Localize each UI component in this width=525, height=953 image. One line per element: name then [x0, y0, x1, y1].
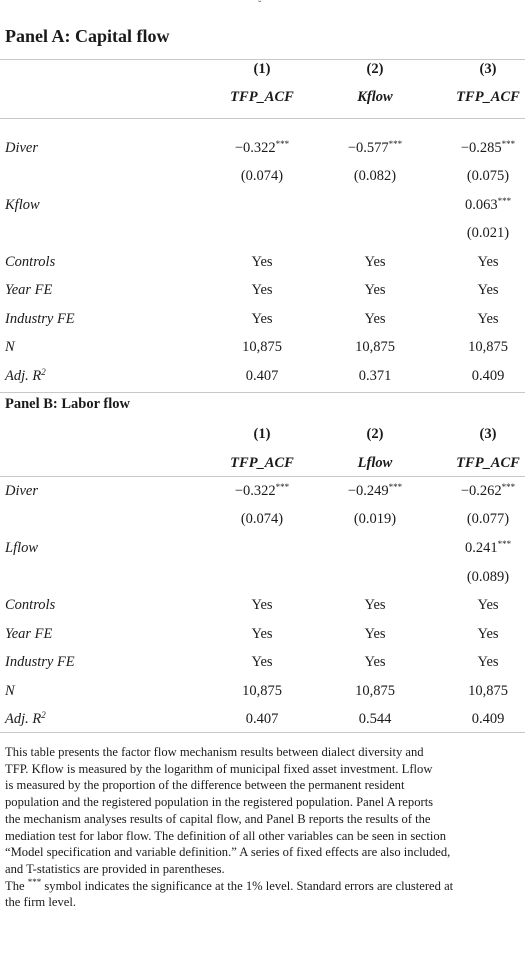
row-label-text: Controls: [5, 597, 56, 613]
cell-col-1: [202, 162, 322, 190]
note-line: the mechanism analyses results of capital flow, and Panel B reports the results of the: [5, 811, 431, 826]
row-label: [5, 134, 38, 162]
row-label: [5, 677, 15, 705]
cell-col-1: [202, 362, 322, 390]
significance-stars: ***: [501, 482, 516, 492]
cell-value: (0.082): [353, 168, 397, 184]
panel-b-col-numbers: [0, 420, 525, 448]
col-var-1: TFP_ACF: [230, 89, 294, 105]
table-row: [0, 620, 525, 648]
cell-col-2: [315, 134, 435, 162]
table-row: [0, 505, 525, 533]
cell-col-2: [315, 191, 435, 219]
top-mark: ˇ: [258, 0, 262, 11]
cell-col-3: [428, 134, 525, 162]
row-label-superscript: 2: [41, 710, 46, 720]
table-row: [0, 191, 525, 219]
table-row: [0, 591, 525, 619]
significance-stars: ***: [275, 482, 290, 492]
note-line: and T-statistics are provided in parentheses.: [5, 861, 225, 876]
cell-value: 10,875: [242, 339, 282, 355]
significance-stars: ***: [501, 139, 516, 149]
rule-table-bottom: [0, 732, 525, 733]
row-label-text: Year FE: [5, 282, 53, 298]
row-label: [5, 620, 52, 648]
table-row: [0, 219, 525, 247]
row-label: [5, 477, 38, 505]
note-line: This table presents the factor flow mechanism results between dialect diversity and: [5, 745, 424, 759]
cell-value: 0.409: [471, 368, 505, 384]
row-label: [5, 248, 55, 276]
cell-value: Yes: [251, 597, 273, 613]
significance-stars: ***: [275, 139, 290, 149]
cell-col-1: [202, 219, 322, 247]
cell-value: 0.371: [358, 368, 392, 384]
cell-value: (0.074): [240, 168, 284, 184]
panel-a-col-numbers: [0, 55, 525, 83]
cell-col-3: [428, 362, 525, 390]
cell-value: −0.322: [234, 483, 276, 499]
cell-value: Yes: [477, 626, 499, 642]
note-line: population and the registered population in the registered population. Panel A reports: [5, 795, 434, 810]
cell-col-3: [428, 477, 525, 505]
table-row: [0, 333, 525, 361]
note-sig-rest: symbol indicates the significance at the 1% level. Standard errors are clustered at: [41, 878, 454, 893]
cell-value: Yes: [251, 311, 273, 327]
row-label: [5, 705, 46, 733]
cell-value: Yes: [477, 654, 499, 670]
cell-value: 0.407: [245, 368, 279, 384]
row-label-text: Year FE: [5, 626, 53, 642]
cell-col-1: [202, 648, 322, 676]
row-label-text: Adj. R: [5, 368, 42, 384]
cell-value: (0.077): [466, 511, 510, 527]
cell-col-2: [315, 648, 435, 676]
note-line: “Model specification and variable definition.” A series of fixed effects are also included,: [5, 845, 451, 860]
cell-value: 0.407: [245, 711, 279, 727]
note-line: is measured by the proportion of the difference between the permanent resident: [5, 778, 405, 793]
cell-col-2: [315, 677, 435, 705]
cell-value: Yes: [251, 626, 273, 642]
cell-col-2: [315, 591, 435, 619]
cell-col-1: [202, 620, 322, 648]
row-label-text: Lflow: [5, 540, 39, 556]
cell-col-3: [428, 219, 525, 247]
note-line: TFP. Kflow is measured by the logarithm of municipal fixed asset investment. Lflow: [5, 761, 433, 776]
col-var-3: TFP_ACF: [456, 89, 520, 105]
row-label: [5, 276, 52, 304]
cell-col-1: [202, 191, 322, 219]
col-number-3: (3): [479, 61, 497, 77]
significance-stars: ***: [497, 539, 512, 549]
row-label: [5, 648, 75, 676]
rule-panel-a-header: [0, 118, 525, 119]
row-label-text: Kflow: [5, 197, 40, 213]
cell-value: Yes: [364, 282, 386, 298]
cell-col-2: [315, 305, 435, 333]
cell-value: (0.074): [240, 511, 284, 527]
cell-value: Yes: [477, 282, 499, 298]
row-label: [5, 362, 46, 390]
table-row: [0, 276, 525, 304]
cell-col-3: [428, 162, 525, 190]
row-label-text: Adj. R: [5, 711, 42, 727]
cell-col-1: [202, 505, 322, 533]
cell-col-3: [428, 305, 525, 333]
table-row: [0, 563, 525, 591]
cell-col-3: [428, 705, 525, 733]
significance-stars: ***: [497, 196, 512, 206]
cell-value: −0.249: [347, 483, 389, 499]
cell-value: 0.544: [358, 711, 392, 727]
table-row: [0, 248, 525, 276]
row-label-text: Diver: [5, 140, 39, 156]
col-var-3: TFP_ACF: [456, 455, 520, 471]
cell-value: Yes: [251, 254, 273, 270]
table-row: [0, 534, 525, 562]
cell-col-1: [202, 591, 322, 619]
cell-col-1: [202, 333, 322, 361]
cell-value: Yes: [364, 254, 386, 270]
row-label-text: Diver: [5, 483, 39, 499]
panel-b-title: Panel B: Labor flow: [5, 396, 130, 412]
row-label: [5, 333, 15, 361]
cell-col-2: [315, 333, 435, 361]
cell-value: Yes: [364, 626, 386, 642]
row-label: [5, 534, 38, 562]
row-label-text: Industry FE: [5, 654, 75, 670]
cell-value: (0.021): [466, 225, 510, 241]
cell-col-3: [428, 648, 525, 676]
cell-col-1: [202, 705, 322, 733]
note-line: the firm level.: [5, 895, 76, 910]
table-row: [0, 162, 525, 190]
cell-value: 0.409: [471, 711, 505, 727]
cell-value: 10,875: [355, 339, 395, 355]
table-row: [0, 477, 525, 505]
cell-col-3: [428, 191, 525, 219]
note-significance-line: [5, 878, 520, 895]
note-line: mediation test for labor flow. The definition of all other variables can be seen in section: [5, 828, 446, 843]
cell-col-3: [428, 534, 525, 562]
cell-value: −0.577: [347, 140, 389, 156]
table-notes: [5, 744, 520, 911]
cell-value: Yes: [477, 311, 499, 327]
cell-col-3: [428, 620, 525, 648]
cell-value: (0.089): [466, 569, 510, 585]
cell-value: Yes: [364, 654, 386, 670]
cell-col-2: [315, 705, 435, 733]
cell-col-2: [315, 162, 435, 190]
cell-value: 0.241: [464, 540, 498, 556]
cell-value: (0.019): [353, 511, 397, 527]
cell-col-2: [315, 620, 435, 648]
cell-col-3: [428, 677, 525, 705]
col-var-1: TFP_ACF: [230, 455, 294, 471]
cell-col-3: [428, 505, 525, 533]
cell-col-3: [428, 591, 525, 619]
table-row: [0, 362, 525, 390]
cell-value: 0.063: [464, 197, 498, 213]
significance-stars: ***: [388, 482, 403, 492]
cell-col-2: [315, 219, 435, 247]
cell-col-2: [315, 248, 435, 276]
cell-value: 10,875: [468, 339, 508, 355]
cell-col-3: [428, 276, 525, 304]
row-label-text: Controls: [5, 254, 56, 270]
cell-value: (0.075): [466, 168, 510, 184]
note-sig-mark: ***: [27, 876, 42, 887]
col-number-1: (1): [253, 61, 271, 77]
cell-col-1: [202, 248, 322, 276]
note-sig-prefix: The: [5, 878, 28, 893]
col-number-1: (1): [253, 426, 271, 442]
cell-col-2: [315, 563, 435, 591]
table-row: [0, 705, 525, 733]
cell-col-1: [202, 677, 322, 705]
cell-value: Yes: [364, 311, 386, 327]
cell-col-1: [202, 276, 322, 304]
cell-value: Yes: [251, 282, 273, 298]
cell-col-3: [428, 563, 525, 591]
table-row: [0, 305, 525, 333]
col-var-2: Lflow: [357, 455, 393, 471]
row-label-superscript: 2: [41, 367, 46, 377]
row-label-text: N: [5, 339, 15, 355]
table-row: [0, 134, 525, 162]
col-number-2: (2): [366, 426, 384, 442]
cell-value: Yes: [364, 597, 386, 613]
cell-value: Yes: [477, 597, 499, 613]
cell-col-1: [202, 134, 322, 162]
cell-col-2: [315, 505, 435, 533]
cell-col-2: [315, 276, 435, 304]
row-label: [5, 191, 40, 219]
cell-value: 10,875: [355, 683, 395, 699]
cell-value: Yes: [251, 654, 273, 670]
table-row: [0, 677, 525, 705]
cell-col-3: [428, 248, 525, 276]
cell-value: 10,875: [468, 683, 508, 699]
cell-col-2: [315, 362, 435, 390]
row-label: [5, 305, 75, 333]
cell-col-1: [202, 477, 322, 505]
row-label: [5, 591, 55, 619]
col-number-3: (3): [479, 426, 497, 442]
cell-col-1: [202, 534, 322, 562]
panel-b-col-vars: [0, 449, 525, 477]
cell-col-1: [202, 305, 322, 333]
cell-value: −0.285: [460, 140, 502, 156]
cell-value: 10,875: [242, 683, 282, 699]
panel-a-title: Panel A: Capital flow: [5, 26, 170, 46]
significance-stars: ***: [388, 139, 403, 149]
cell-value: −0.262: [460, 483, 502, 499]
rule-panel-b-top: [0, 392, 525, 393]
cell-col-3: [428, 333, 525, 361]
cell-col-2: [315, 534, 435, 562]
table-row: [0, 648, 525, 676]
col-number-2: (2): [366, 61, 384, 77]
row-label-text: Industry FE: [5, 311, 75, 327]
cell-col-2: [315, 477, 435, 505]
col-var-2: Kflow: [357, 89, 393, 105]
panel-a-col-vars: [0, 83, 525, 111]
row-label-text: N: [5, 683, 15, 699]
cell-col-1: [202, 563, 322, 591]
cell-value: Yes: [477, 254, 499, 270]
cell-value: −0.322: [234, 140, 276, 156]
